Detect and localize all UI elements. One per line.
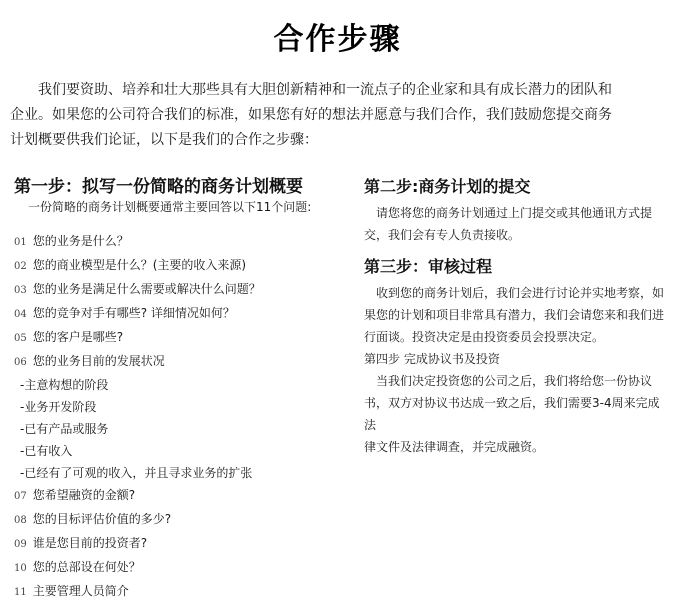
question-list — [14, 230, 344, 604]
list-item — [14, 508, 344, 532]
item-text: 您的业务是满足什么需要或解决什么问题？ — [32, 282, 261, 296]
item-text: 您的业务目前的发展状况 — [32, 354, 165, 368]
step1-subtitle: 一份简略的商务计划概要通常主要回答以下11个问题: — [28, 200, 312, 214]
item-number: 07 — [14, 491, 27, 502]
item-number: 04 — [14, 309, 27, 320]
item-number: 05 — [14, 333, 27, 344]
item-text: -已有产品或服务 — [20, 422, 109, 436]
step2-heading: 第二步:商务计划的提交 — [364, 177, 531, 196]
step4-line-2: 书，双方对协议书达成一致之后，我们需要3-4周来完成法 — [364, 396, 660, 432]
item-text: 您的竞争对手有哪些? 详细情况如何？ — [32, 306, 235, 320]
step4-line-3: 律文件及法律调查，并完成融资。 — [364, 440, 545, 454]
item-text: 您的商业模型是什么？(主要的收入来源) — [32, 258, 247, 272]
item-text: 您的业务是什么？ — [32, 234, 129, 248]
step3-line-2: 果您的计划和项目非常具有潜力，我们会请您来和我们进 — [364, 308, 665, 322]
step3-paragraph — [364, 282, 664, 348]
item-text: -已有收入 — [20, 444, 73, 458]
list-subitem — [14, 462, 344, 484]
item-number: 02 — [14, 261, 27, 272]
step4-line-1: 当我们决定投资您的公司之后，我们将给您一份协议 — [376, 374, 653, 388]
item-text: -主意构想的阶段 — [20, 378, 109, 392]
list-item — [14, 580, 344, 604]
list-item — [14, 278, 344, 302]
intro-paragraph — [10, 78, 665, 153]
list-item — [14, 302, 344, 326]
step4-paragraph — [364, 370, 664, 458]
steps-2-4-section — [364, 176, 664, 458]
item-number: 09 — [14, 539, 27, 550]
list-item — [14, 484, 344, 508]
step3-line-1: 收到您的商务计划后，我们会进行讨论并实地考察，如 — [376, 286, 665, 300]
list-item — [14, 254, 344, 278]
step3-line-3: 行面谈。投资决定是由投资委员会投票决定。 — [364, 330, 605, 344]
item-number: 06 — [14, 357, 27, 368]
page-title: 合作步骤 — [273, 22, 402, 57]
list-subitem — [14, 396, 344, 418]
item-text: 您希望融资的金额? — [32, 488, 136, 502]
item-text: 主要管理人员简介 — [32, 584, 129, 598]
item-text: 您的客户是哪些? — [32, 330, 124, 344]
item-number: 08 — [14, 515, 27, 526]
item-text: 您的总部设在何处？ — [32, 560, 141, 574]
list-subitem — [14, 440, 344, 462]
item-number: 01 — [14, 237, 27, 248]
item-text: -已经有了可观的收入，并且寻求业务的扩张 — [20, 466, 253, 480]
list-subitem — [14, 374, 344, 396]
intro-line-3: 计划概要供我们论证，以下是我们的合作之步骤： — [10, 132, 318, 148]
step1-section — [14, 176, 344, 604]
list-item — [14, 350, 344, 374]
intro-line-2: 企业。如果您的公司符合我们的标准，如果您有好的想法并愿意与我们合作，我们鼓励您提交商务 — [10, 107, 612, 123]
item-text: -业务开发阶段 — [20, 400, 97, 414]
intro-line-1: 我们要资助、培养和壮大那些具有大胆创新精神和一流点子的企业家和具有成长潜力的团队和 — [38, 82, 612, 98]
list-item — [14, 556, 344, 580]
item-number: 03 — [14, 285, 27, 296]
item-number: 10 — [14, 563, 27, 574]
step2-line-1: 请您将您的商务计划通过上门提交或其他通讯方式提 — [376, 206, 653, 220]
list-item — [14, 230, 344, 254]
list-subitem — [14, 418, 344, 440]
step3-heading: 第三步：审核过程 — [364, 257, 493, 276]
item-number: 11 — [14, 587, 27, 598]
step1-heading: 第一步：拟写一份简略的商务计划概要 — [14, 177, 303, 197]
step4-heading: 第四步 完成协议书及投资 — [364, 352, 500, 366]
step2-line-2: 交，我们会有专人负责接收。 — [364, 228, 521, 242]
item-text: 您的目标评估价值的多少? — [32, 512, 172, 526]
list-item — [14, 532, 344, 556]
list-item — [14, 326, 344, 350]
step2-paragraph — [364, 202, 664, 246]
item-text: 谁是您目前的投资者? — [32, 536, 148, 550]
